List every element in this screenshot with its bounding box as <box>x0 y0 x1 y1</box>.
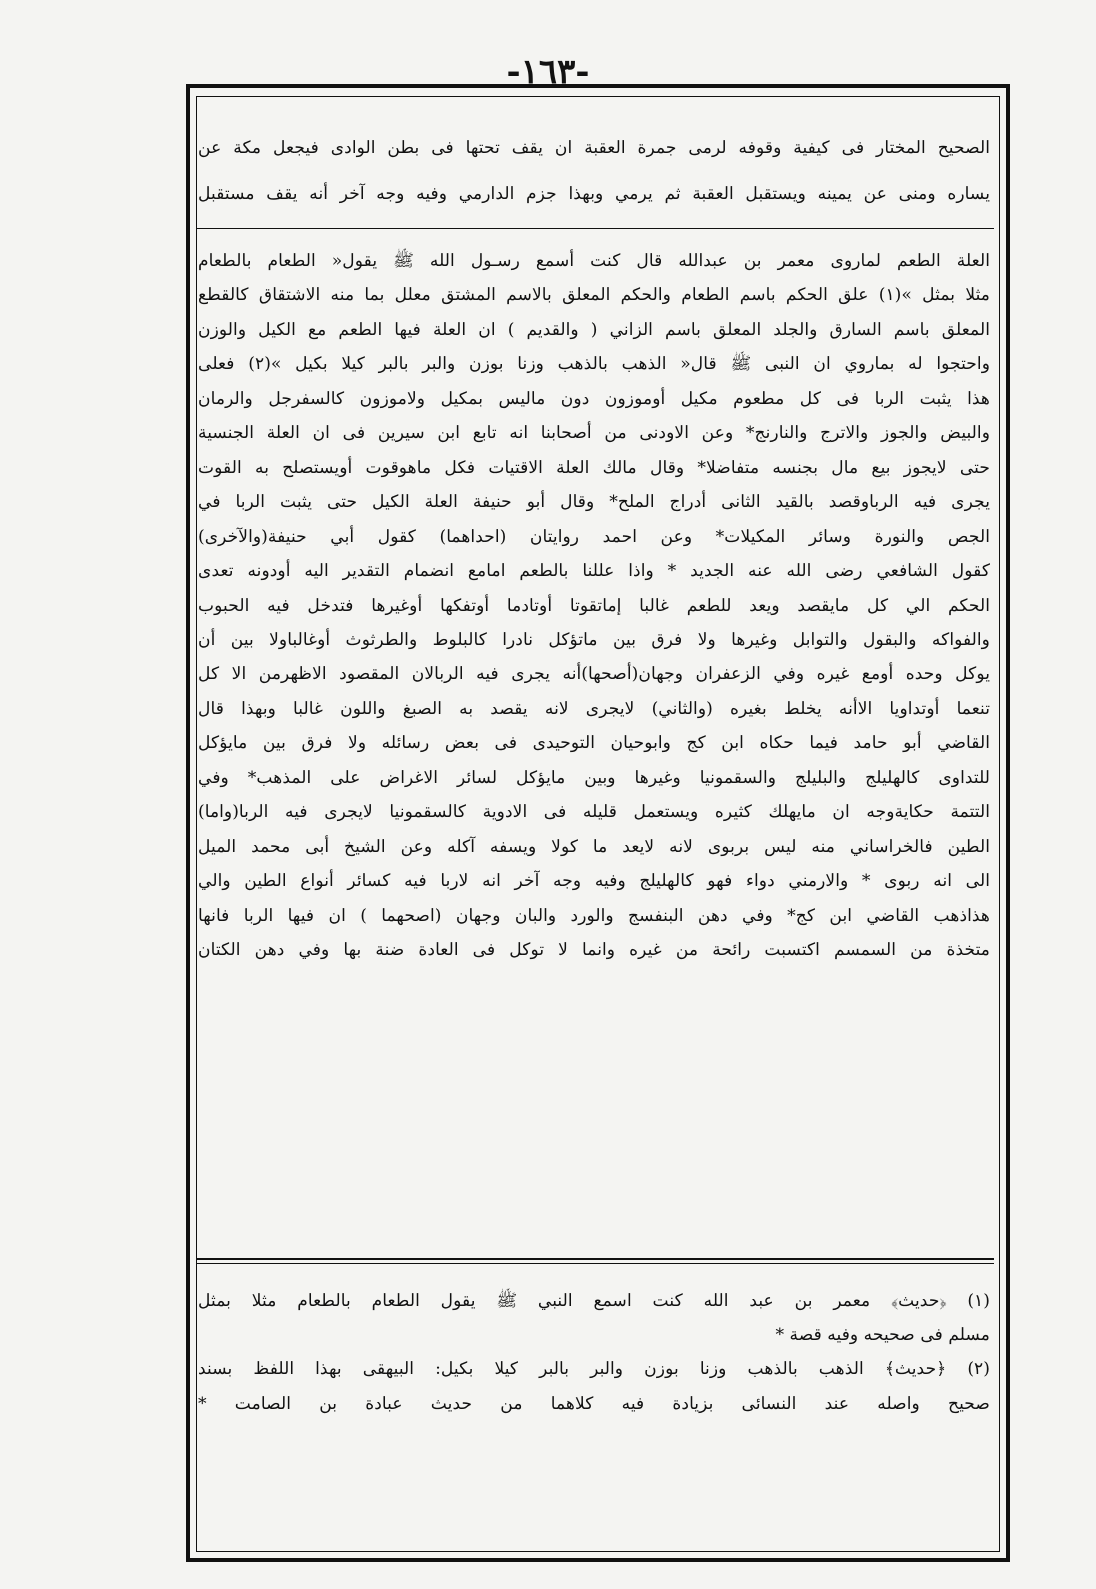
main-line: هذا يثبت الربا فى كل مطعوم مكيل أوموزون دون ماليس بمكيل ولاموزون كالسفرجل والرمان <box>198 388 990 409</box>
header-line: الصحيح المختار فى كيفية وقوفه لرمى جمرة العقبة ان يقف تحتها فى بطن الوادى فيجعل مكة عن <box>198 138 990 158</box>
main-line: المعلق باسم السارق والجلد المعلق باسم الزاني ( والقديم ) ان العلة فيها الطعم مع الكيل والوزن <box>198 319 990 340</box>
footnote-line: صحيح واصله عند النسائى بزيادة فيه كلاهما من حديث عبادة بن الصامت * <box>198 1393 990 1414</box>
header-divider <box>196 228 994 229</box>
main-line: والبيض والجوز والاترج والنارنج* وعن الاودنى من أصحابنا انه تابع ابن سيرين فى ان العلة الجنسية <box>198 423 990 444</box>
footnotes <box>198 1284 990 1456</box>
header-text <box>198 123 990 219</box>
footnote-divider <box>196 1258 994 1260</box>
header-line: يساره ومنى عن يمينه ويستقبل العقبة ثم يرمي وبهذا جزم الدارمي وفيه وجه آخر أنه يقف مستقبل <box>198 184 990 204</box>
main-line: الجص والنورة وسائر المكيلات* وعن احمد روايتان (احداهما) كقول أبي حنيفة(والآخرى) <box>198 526 990 547</box>
page-number: -١٦٣- <box>506 52 590 92</box>
main-line: واحتجوا له بماروي ان النبى ﷺ قال« الذهب بالذهب وزنا بوزن والبر بالبر كيلا بكيل »(٢) فعلى <box>198 354 990 375</box>
footnote-line: (٢) ﴿حديث﴾ الذهب بالذهب وزنا بوزن والبر بالبر كيلا بكيل: البيهقى بهذا اللفظ بسند <box>198 1359 990 1380</box>
main-line: الحكم الي كل مايقصد ويعد للطعم غالبا إماتقوتا أوتادما أوتفكها أوغيرها فتدخل فيه الحبوب <box>198 595 990 616</box>
main-line: العلة الطعم لماروى معمر بن عبدالله قال كنت أسمع رسـول الله ﷺ يقول« الطعام بالطعام <box>198 251 990 271</box>
main-line: هذاذهب القاضي ابن كج* وفي دهن البنفسج والورد والبان وجهان (اصحهما ) ان فيها الربا فانها <box>198 905 990 926</box>
main-line: تنعما أوتداويا الاأنه يخلط بغيره (والثاني) لايجرى لانه يقصد به الصبغ واللون غالبا وبهذا قال <box>198 698 990 719</box>
main-line: يجرى فيه الرباوقصد بالقيد الثانى أدراج الملح* وقال أبو حنيفة العلة الكيل حتى يثبت الربا في <box>198 492 990 513</box>
main-line: كقول الشافعي رضى الله عنه الجديد * واذا عللنا بالطعم امامع انضمام التقدير اليه أودونه تعدى <box>198 561 990 582</box>
main-line: القاضي أبو حامد فيما حكاه ابن كج وابوحيان التوحيدى فى بعض رسائله ولا فرق بين مايؤكل <box>198 733 990 754</box>
main-line: متخذة من السمسم اكتسبت رائحة من غيره وانما لا توكل فى العادة ضنة بها وفي دهن الكتان <box>198 940 990 961</box>
main-text <box>198 244 990 1244</box>
main-line: التتمة حكايةوجه ان مايهلك كثيره ويستعمل قليله فى الادوية كالسقمونيا لايجرى فيه الربا(واما) <box>198 802 990 823</box>
main-line: مثلا بمثل »(١) علق الحكم باسم الطعام والحكم المعلق بالاسم المشتق معلل بما منه الاشتقاق كالقطع <box>198 285 990 306</box>
main-line: للتداوى كالهليلج والبليلج والسقمونيا وغيرها وبين مايؤكل لسائر الاغراض على المذهب* وفي <box>198 767 990 788</box>
footnote-line: (١) ﴿حديث﴾ معمر بن عبد الله كنت اسمع النبي ﷺ يقول الطعام بالطعام مثلا بمثل <box>198 1291 990 1311</box>
main-line: الى انه ربوى * والارمني دواء فهو كالهليلج وفيه وجه آخر انه لاربا فيه كسائر أنواع الطين والي <box>198 871 990 892</box>
footnote-line: مسلم فى صحيحه وفيه قصة * <box>775 1325 990 1346</box>
main-line: حتى لايجوز بيع مال بجنسه متفاضلا* وقال مالك العلة الاقتيات فكل ماهوقوت أويستصلح به القوت <box>198 457 990 478</box>
main-line: والفواكه والبقول والتوابل وغيرها ولا فرق بين ماتؤكل نادرا كالبلوط والطرثوث أوغالباولا بين أن <box>198 629 990 650</box>
main-line: يوكل وحده أومع غيره وفي الزعفران وجهان(أصحها)أنه يجرى فيه الربالان المقصود الاظهرمن الا كل <box>198 664 990 685</box>
main-line: الطين فالخراساني منه ليس بربوى لانه لايعد ما كولا ويسفه آكله وعن الشيخ أبى محمد الميل <box>198 836 990 857</box>
